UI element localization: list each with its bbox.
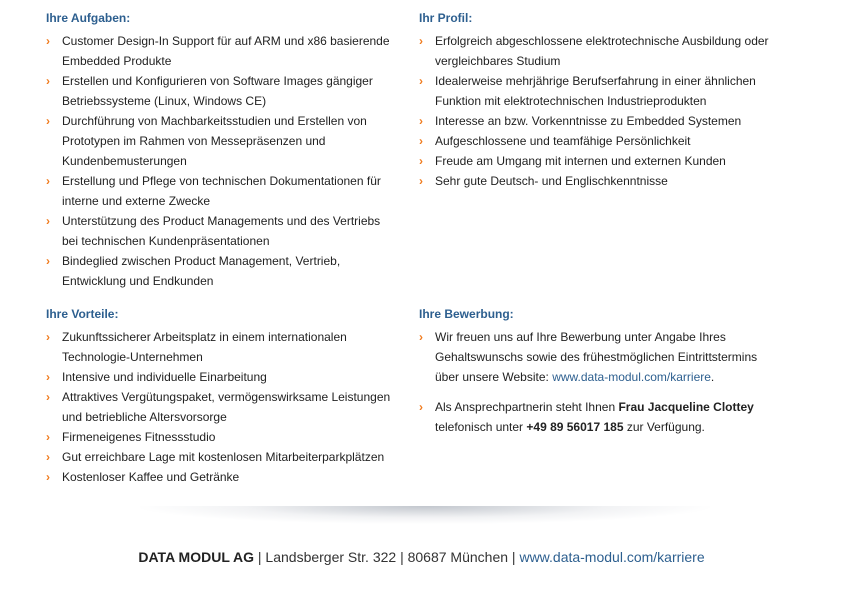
- list-item: [46, 467, 396, 487]
- section-title-vorteile: Ihre Vorteile:: [46, 307, 119, 321]
- footer-company: DATA MODUL AG: [138, 549, 254, 565]
- list-item-text: Bindeglied zwischen Product Management, Vertrieb, Entwicklung und Endkunden: [62, 254, 341, 288]
- divider-shadow: [140, 506, 710, 524]
- aufgaben-list: [46, 31, 396, 291]
- list-item-text: Gut erreichbare Lage mit kostenlosen Mitarbeiterparkplätzen: [62, 450, 385, 464]
- list-item-text: Erstellen und Konfigurieren von Software Images gängiger Betriebssysteme (Linux, Windows CE): [62, 74, 373, 108]
- list-item: [419, 327, 769, 387]
- list-item-text: Interesse an bzw. Vorkenntnisse zu Embedded Systemen: [435, 114, 742, 128]
- list-item: [46, 447, 396, 467]
- chevron-right-icon: ›: [419, 330, 423, 344]
- list-item-text: Idealerweise mehrjährige Berufserfahrung in einer ähnlichen Funktion mit elektrotechnischen Industrieprodukten: [435, 74, 756, 108]
- list-item: [46, 71, 396, 111]
- list-item: [419, 31, 789, 71]
- list-item: [419, 171, 789, 191]
- chevron-right-icon: ›: [46, 114, 50, 128]
- list-item-text: Zukunftssicherer Arbeitsplatz in einem internationalen Technologie-Unternehmen: [62, 330, 347, 364]
- section-title-aufgaben: Ihre Aufgaben:: [46, 11, 131, 25]
- chevron-right-icon: ›: [419, 134, 423, 148]
- chevron-right-icon: ›: [46, 214, 50, 228]
- section-profil: [419, 11, 789, 191]
- footer-separator: |: [254, 549, 266, 565]
- list-item: [46, 211, 396, 251]
- list-item-text: Unterstützung des Product Managements und des Vertriebs bei technischen Kundenpräsentationen: [62, 214, 381, 248]
- section-aufgaben: [46, 11, 396, 291]
- footer-karriere-link[interactable]: www.data-modul.com/karriere: [519, 549, 705, 565]
- profil-list: [419, 31, 789, 191]
- section-bewerbung: [419, 307, 769, 437]
- chevron-right-icon: ›: [419, 400, 423, 414]
- chevron-right-icon: ›: [419, 114, 423, 128]
- list-item: [419, 131, 789, 151]
- contact-text: Als Ansprechpartnerin steht Ihnen: [435, 400, 619, 414]
- list-item: [419, 151, 789, 171]
- footer-city: 80687 München: [407, 549, 509, 565]
- bewerbung-list: [419, 327, 769, 437]
- footer: [0, 548, 843, 566]
- contact-text-end: zur Verfügung.: [623, 420, 705, 434]
- chevron-right-icon: ›: [46, 174, 50, 188]
- bewerbung-text: Wir freuen uns auf Ihre Bewerbung unter Angabe Ihres Gehaltswunschs sowie des frühestmöglichen Eintrittstermins über unsere Website:: [435, 330, 758, 384]
- list-item-text: Sehr gute Deutsch- und Englischkenntnisse: [435, 174, 668, 188]
- contact-text-mid: telefonisch unter: [435, 420, 527, 434]
- contact-phone: +49 89 56017 185: [526, 420, 624, 434]
- list-item-text: Attraktives Vergütungspaket, vermögenswirksame Leistungen und betriebliche Altersvorsorge: [62, 390, 391, 424]
- list-item: [419, 71, 789, 111]
- list-item-text: Erfolgreich abgeschlossene elektrotechnische Ausbildung oder vergleichbares Studium: [435, 34, 769, 68]
- chevron-right-icon: ›: [419, 174, 423, 188]
- chevron-right-icon: ›: [46, 254, 50, 268]
- list-item: [46, 31, 396, 71]
- chevron-right-icon: ›: [419, 154, 423, 168]
- list-item: [46, 387, 396, 427]
- list-item: [46, 327, 396, 367]
- section-vorteile: [46, 307, 396, 487]
- chevron-right-icon: ›: [46, 34, 50, 48]
- list-item: [46, 251, 396, 291]
- list-item: [46, 367, 396, 387]
- footer-separator: |: [396, 549, 408, 565]
- list-item: [419, 111, 789, 131]
- list-item: [46, 171, 396, 211]
- list-item-text: Freude am Umgang mit internen und externen Kunden: [435, 154, 726, 168]
- chevron-right-icon: ›: [46, 450, 50, 464]
- list-item-text: Durchführung von Machbarkeitsstudien und Erstellen von Prototypen im Rahmen von Messepräsenzen und Kundenbemusterungen: [62, 114, 367, 168]
- karriere-link[interactable]: www.data-modul.com/karriere: [552, 370, 711, 384]
- list-item-text: Aufgeschlossene und teamfähige Persönlichkeit: [435, 134, 691, 148]
- footer-separator: |: [508, 549, 520, 565]
- bewerbung-text-end: .: [710, 370, 715, 384]
- list-item: [419, 397, 769, 437]
- section-title-profil: Ihr Profil:: [419, 11, 473, 25]
- chevron-right-icon: ›: [419, 34, 423, 48]
- chevron-right-icon: ›: [46, 370, 50, 384]
- chevron-right-icon: ›: [46, 74, 50, 88]
- chevron-right-icon: ›: [46, 390, 50, 404]
- list-item-text: Intensive und individuelle Einarbeitung: [62, 370, 267, 384]
- list-item-text: Firmeneigenes Fitnessstudio: [62, 430, 216, 444]
- list-item-text: Erstellung und Pflege von technischen Dokumentationen für interne und externe Zwecke: [62, 174, 381, 208]
- chevron-right-icon: ›: [419, 74, 423, 88]
- list-item: [46, 111, 396, 171]
- list-item-text: Kostenloser Kaffee und Getränke: [62, 470, 240, 484]
- chevron-right-icon: ›: [46, 330, 50, 344]
- footer-address: Landsberger Str. 322: [265, 549, 397, 565]
- contact-name: Frau Jacqueline Clottey: [618, 400, 754, 414]
- chevron-right-icon: ›: [46, 430, 50, 444]
- chevron-right-icon: ›: [46, 470, 50, 484]
- vorteile-list: [46, 327, 396, 487]
- section-title-bewerbung: Ihre Bewerbung:: [419, 307, 514, 321]
- list-item-text: Customer Design-In Support für auf ARM und x86 basierende Embedded Produkte: [62, 34, 390, 68]
- list-item: [46, 427, 396, 447]
